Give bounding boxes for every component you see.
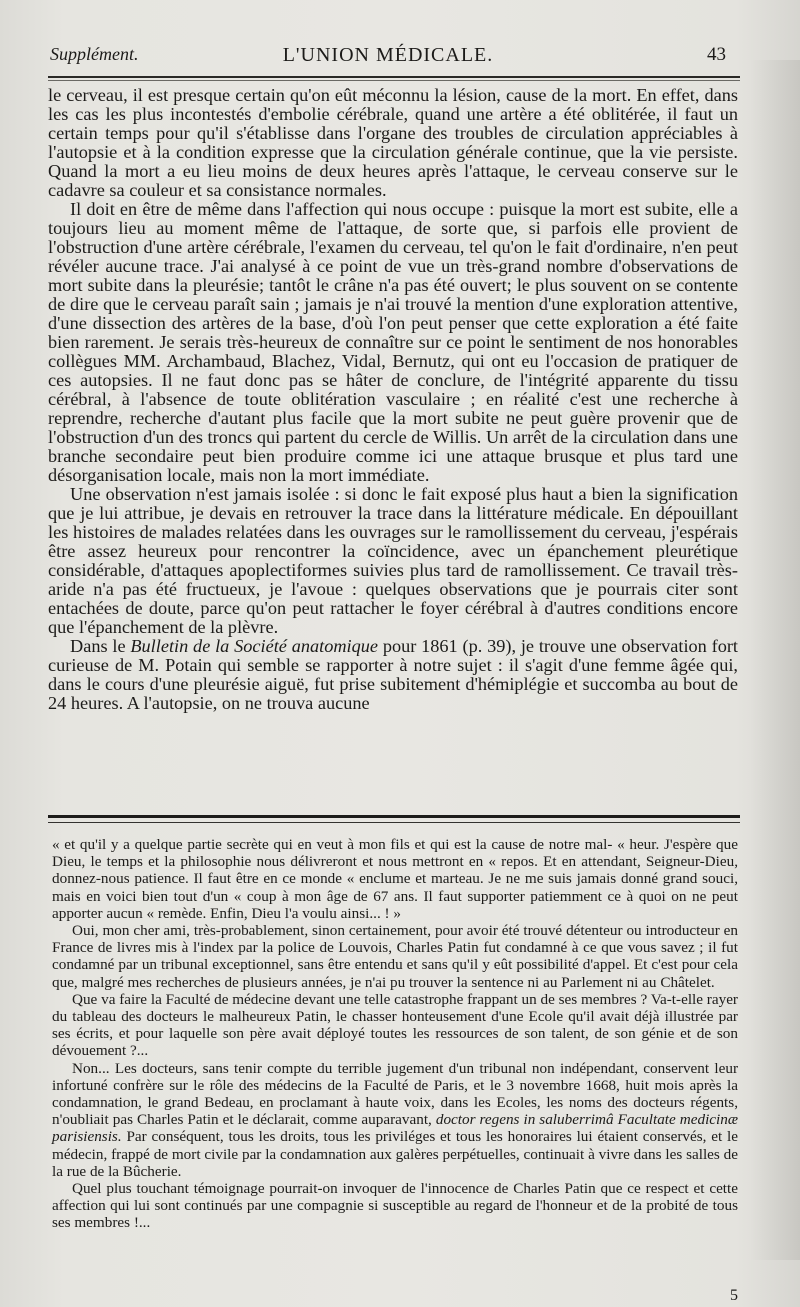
feuilleton-paragraph-2: Oui, mon cher ami, très-probablement, sinon certainement, pour avoir été trouvé détenteur ou introducteur en France de livres mis à l'index par la police de Louvois, Charles Patin fut condamné à ce que vous savez ; il fut condamné par un tribunal exceptionnel, sans être entendu et sans qu'il y eût possibilité d'appel. Et c'est pour cela que, malgré mes recherches de plusieurs années, je n'ai pu trouver la sentence ni au Parlement ni au Châtelet. [52, 922, 738, 991]
body-paragraph-4-end: pour 1861 (p. 39), je trouve une observation fort curieuse de M. Potain qui semble se rapporter à notre sujet : il s'agit d'une femme âgée qui, dans le cours d'une pleurésie aiguë, fut prise subitement d'hémiplégie et succomba au bout de 24 heures. A l'autopsie, on ne trouva aucune [48, 636, 739, 713]
header-section: Supplément. [50, 44, 139, 64]
feuilleton-paragraph-4-end: Par conséquent, tous les droits, tous les priviléges et tous les honoraires lui étaient conservés, et le médecin, frappé de mort civile par la condamnation aux galères perpétuelles, continuait à vivre dans les salles de la rue de la Bûcherie. [52, 1128, 738, 1180]
feuilleton-text [52, 836, 738, 1232]
running-header [48, 40, 728, 70]
feuilleton-rule [48, 815, 740, 818]
body-paragraph-1: le cerveau, il est presque certain qu'on eût méconnu la lésion, cause de la mort. En effet, dans les cas les plus incontestés d'embolie cérébrale, quand une artère a été oblitérée, il faut un certain temps pour qu'il s'établisse dans l'organe des troubles de circulation appréciables à l'autopsie et à la condition expresse que la circulation générale continue, que la vie persiste. Quand la mort a eu lieu moins de deux heures après l'attaque, le cerveau conserve sur le cadavre sa couleur et sa consistance normales. [48, 85, 738, 200]
feuilleton-paragraph-4-start: Non... Les docteurs, sans tenir compte du terrible jugement d'un tribunal non indépendant, conservent leur infortuné confrère sur le rôle des médecins de la Faculté de Paris, et le 3 novembre 1668, huit mois après la condamnation, le grand Bedeau, en proclamant à haute voix, dans les Ecoles, les noms des docteurs régents, n'oubliait pas Charles Patin et le déclarait, comme auparavant, [52, 1059, 738, 1129]
feuilleton-paragraph-4 [52, 1060, 738, 1180]
body-paragraph-3: Une observation n'est jamais isolée : si donc le fait exposé plus haut a bien la signification que je lui attribue, je devais en retrouver la trace dans la littérature médicale. En dépouillant les histoires de malades relatées dans les ouvrages sur le ramollissement du cerveau, j'espérais être assez heureux pour rencontrer la coïncidence, avec un épanchement pleurétique considérable, d'attaques apoplectiformes suivies plus tard de ramollissement. Ce travail très-aride n'a pas été fructueux, je l'avoue : quelques observations que je pourrais citer sont entachées de doute, parce qu'on peut rattacher le foyer cérébral à d'autres conditions encore que l'épanchement de la plèvre. [48, 484, 738, 637]
body-paragraph-4 [48, 637, 738, 713]
header-page-number: 43 [707, 44, 726, 65]
header-rule [48, 76, 740, 78]
body-paragraph-4-start: Dans le [70, 636, 131, 656]
main-text [48, 86, 738, 713]
feuilleton-paragraph-3: Que va faire la Faculté de médecine devant une telle catastrophe frappant un de ses membres ? Va-t-elle rayer du tableau des docteurs le malheureux Patin, le chasser honteusement d'une Ecole qu'il avait déjà illustrée par ses écrits, et pour laquelle son père avait déployé toutes les ressources de son talent, de son génie et de son dévouement ?... [52, 990, 738, 1060]
header-rule-thin [48, 80, 740, 81]
header-journal-title: L'UNION MÉDICALE. [282, 44, 494, 66]
feuilleton-paragraph-1: « et qu'il y a quelque partie secrète qui en veut à mon fils et qui est la cause de notre mal- « heur. J'espère que Dieu, le temps et la philosophie nous délivreront et nous mettront en « repos. Et en attendant, Seigneur-Dieu, donnez-nous patience. Il faut être en ce monde « enclume et marteau. Je ne me suis jamais donné grand souci, mais en voici bien tout d'un « coup à mon âge de 67 ans. Il faut supporter patiemment ce à quoi on ne peut apporter aucun « remède. Enfin, Dieu l'a voulu ainsi... ! » [52, 836, 738, 922]
signature-mark: 5 [730, 1287, 738, 1304]
latin-formula: doctor regens in saluberrimâ Facultate medicinæ parisiensis. [52, 1111, 738, 1146]
body-paragraph-2: Il doit en être de même dans l'affection qui nous occupe : puisque la mort est subite, elle a toujours lieu au moment même de l'attaque, de sorte que, si parfois elle provient de l'obstruction d'une artère cérébrale, l'examen du cerveau, tel qu'on le fait d'ordinaire, n'en peut révéler aucune trace. J'ai analysé à ce point de vue un très-grand nombre d'observations de mort subite dans la pleurésie; tantôt le crâne n'a pas été ouvert; le plus souvent on se contente de dire que le cerveau paraît sain ; jamais je n'ai trouvé la mention d'une exploration attentive, d'une dissection des artères de la base, d'où l'on peut penser que cette exploration a été faite bien rarement. Je serais très-heureux de connaître sur ce point le sentiment de nos honorables collègues MM. Archambaud, Blachez, Vidal, Bernutz, qui ont eu l'occasion de pratiquer de ces autopsies. Il ne faut donc pas se hâter de conclure, de l'intégrité apparente du tissu cérébral, à l'absence de toute oblitération vasculaire ; en réalité c'est une recherche à reprendre, recherche d'autant plus facile que la mort subite ne peut guère provenir que de l'obstruction d'un des troncs qui partent du cercle de Willis. Un arrêt de la circulation dans une branche secondaire peut bien produire comme ici une attaque brusque et plus tard une désorganisation locale, mais non la mort immédiate. [48, 199, 738, 485]
bulletin-title: Bulletin de la Société anatomique [130, 636, 379, 656]
feuilleton-rule-thin [48, 822, 740, 823]
feuilleton-paragraph-5: Quel plus touchant témoignage pourrait-on invoquer de l'innocence de Charles Patin que ce respect et cette affection qui lui sont continués par une compagnie si susceptible au regard de l'honneur et de la probité de tous ses membres !... [52, 1180, 738, 1232]
page-edge-shadow [750, 60, 800, 1260]
